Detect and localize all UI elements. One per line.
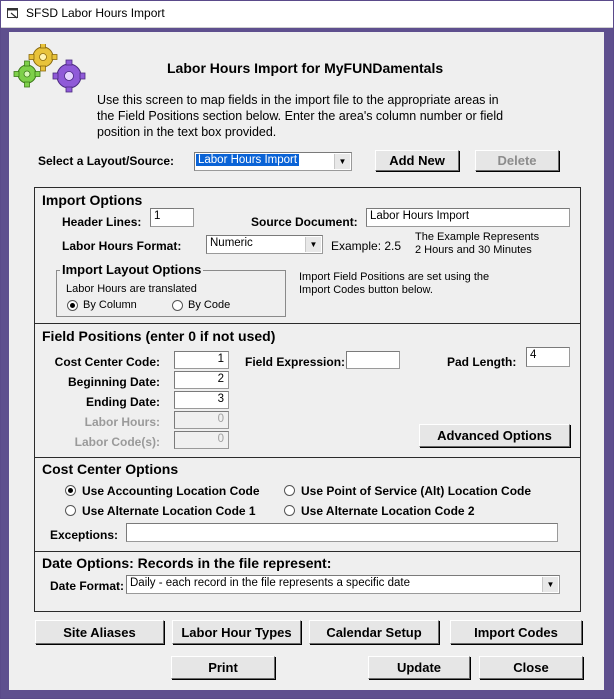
layout-source-select[interactable] xyxy=(194,152,352,171)
by-code-label[interactable]: By Code xyxy=(188,299,231,311)
translated-label: Labor Hours are translated xyxy=(66,283,197,295)
by-column-radio[interactable] xyxy=(67,300,78,311)
import-layout-options-title: Import Layout Options xyxy=(62,262,202,277)
source-document-input[interactable]: Labor Hours Import xyxy=(366,208,570,227)
close-button[interactable]: Close xyxy=(479,656,583,679)
alternate-location-2-label[interactable]: Use Alternate Location Code 2 xyxy=(301,504,475,518)
intro-text-line-3: position in the text box provided. xyxy=(97,125,277,139)
window-title: SFSD Labor Hours Import xyxy=(26,6,165,20)
delete-button[interactable]: Delete xyxy=(475,150,559,171)
beginning-date-input[interactable]: 2 xyxy=(174,371,229,389)
chevron-down-icon[interactable]: ▼ xyxy=(334,154,350,169)
example-text: Example: 2.5 xyxy=(331,239,402,253)
print-button[interactable]: Print xyxy=(171,656,275,679)
site-aliases-button[interactable]: Site Aliases xyxy=(35,620,164,644)
exceptions-input[interactable] xyxy=(126,523,558,542)
field-expression-label: Field Expression: xyxy=(245,355,346,369)
example-note-line-1: The Example Represents xyxy=(415,231,540,243)
header-lines-label: Header Lines: xyxy=(62,215,142,229)
cost-center-code-input[interactable]: 1 xyxy=(174,351,229,369)
pos-location-label[interactable]: Use Point of Service (Alt) Location Code xyxy=(301,484,532,498)
intro-text-line-1: Use this screen to map fields in the import file to the appropriate areas in xyxy=(97,93,499,107)
import-options-title: Import Options xyxy=(42,192,143,208)
labor-hour-types-button[interactable]: Labor Hour Types xyxy=(172,620,301,644)
by-column-label[interactable]: By Column xyxy=(83,299,137,311)
ending-date-label: Ending Date: xyxy=(86,395,160,409)
labor-hours-format-label: Labor Hours Format: xyxy=(62,239,182,253)
field-expression-input[interactable] xyxy=(346,351,400,369)
labor-hours-label: Labor Hours: xyxy=(84,415,160,429)
add-new-button[interactable]: Add New xyxy=(375,150,459,171)
section-divider xyxy=(35,551,580,552)
calendar-setup-button[interactable]: Calendar Setup xyxy=(309,620,439,644)
labor-codes-label: Labor Code(s): xyxy=(74,435,160,449)
beginning-date-label: Beginning Date: xyxy=(68,375,160,389)
gears-logo-icon xyxy=(13,44,95,94)
date-options-title: Date Options: Records in the file represent: xyxy=(42,555,332,571)
app-icon xyxy=(7,7,19,19)
labor-hours-format-select[interactable] xyxy=(206,235,323,254)
chevron-down-icon[interactable]: ▼ xyxy=(305,237,321,252)
labor-codes-input[interactable]: 0 xyxy=(174,431,229,449)
chevron-down-icon[interactable]: ▼ xyxy=(542,577,558,592)
labor-hours-input[interactable]: 0 xyxy=(174,411,229,429)
advanced-options-button[interactable] xyxy=(419,424,570,447)
exceptions-label: Exceptions: xyxy=(50,528,119,542)
layout-source-label: Select a Layout/Source: xyxy=(38,154,175,168)
by-code-radio[interactable] xyxy=(172,300,183,311)
layout-source-selected-value: Labor Hours Import xyxy=(198,154,298,166)
header-lines-input[interactable]: 1 xyxy=(150,208,194,227)
date-format-select[interactable] xyxy=(126,575,560,594)
layout-note-line-1: Import Field Positions are set using the xyxy=(299,271,490,283)
cost-center-options-title: Cost Center Options xyxy=(42,461,179,477)
section-divider xyxy=(35,323,580,324)
date-format-label: Date Format: xyxy=(50,579,125,593)
options-panel xyxy=(34,187,581,612)
section-divider xyxy=(35,457,580,458)
cost-center-code-label: Cost Center Code: xyxy=(54,355,160,369)
import-codes-button[interactable]: Import Codes xyxy=(450,620,582,644)
update-button[interactable]: Update xyxy=(368,656,470,679)
layout-note-line-2: Import Codes button below. xyxy=(299,284,433,296)
example-note-line-2: 2 Hours and 30 Minutes xyxy=(415,244,532,256)
page-title: Labor Hours Import for MyFUNDamentals xyxy=(167,60,444,76)
labor-hours-format-value: Numeric xyxy=(210,237,253,249)
field-positions-title: Field Positions (enter 0 if not used) xyxy=(42,328,276,344)
alternate-location-1-label[interactable]: Use Alternate Location Code 1 xyxy=(82,504,256,518)
alternate-location-2-radio[interactable] xyxy=(284,505,295,516)
pos-location-radio[interactable] xyxy=(284,485,295,496)
pad-length-input[interactable]: 4 xyxy=(526,347,570,367)
accounting-location-radio[interactable] xyxy=(65,485,76,496)
intro-text-line-2: the Field Positions section below. Enter the area's column number or field xyxy=(97,109,504,123)
date-format-value: Daily - each record in the file represents a specific date xyxy=(130,577,410,589)
dialog-client-area xyxy=(9,32,604,690)
pad-length-label: Pad Length: xyxy=(447,355,517,369)
source-document-label: Source Document: xyxy=(251,215,358,229)
ending-date-input[interactable]: 3 xyxy=(174,391,229,409)
advanced-options-label: Advanced Options xyxy=(437,428,552,443)
accounting-location-label[interactable]: Use Accounting Location Code xyxy=(82,484,260,498)
alternate-location-1-radio[interactable] xyxy=(65,505,76,516)
title-bar[interactable] xyxy=(1,1,613,28)
